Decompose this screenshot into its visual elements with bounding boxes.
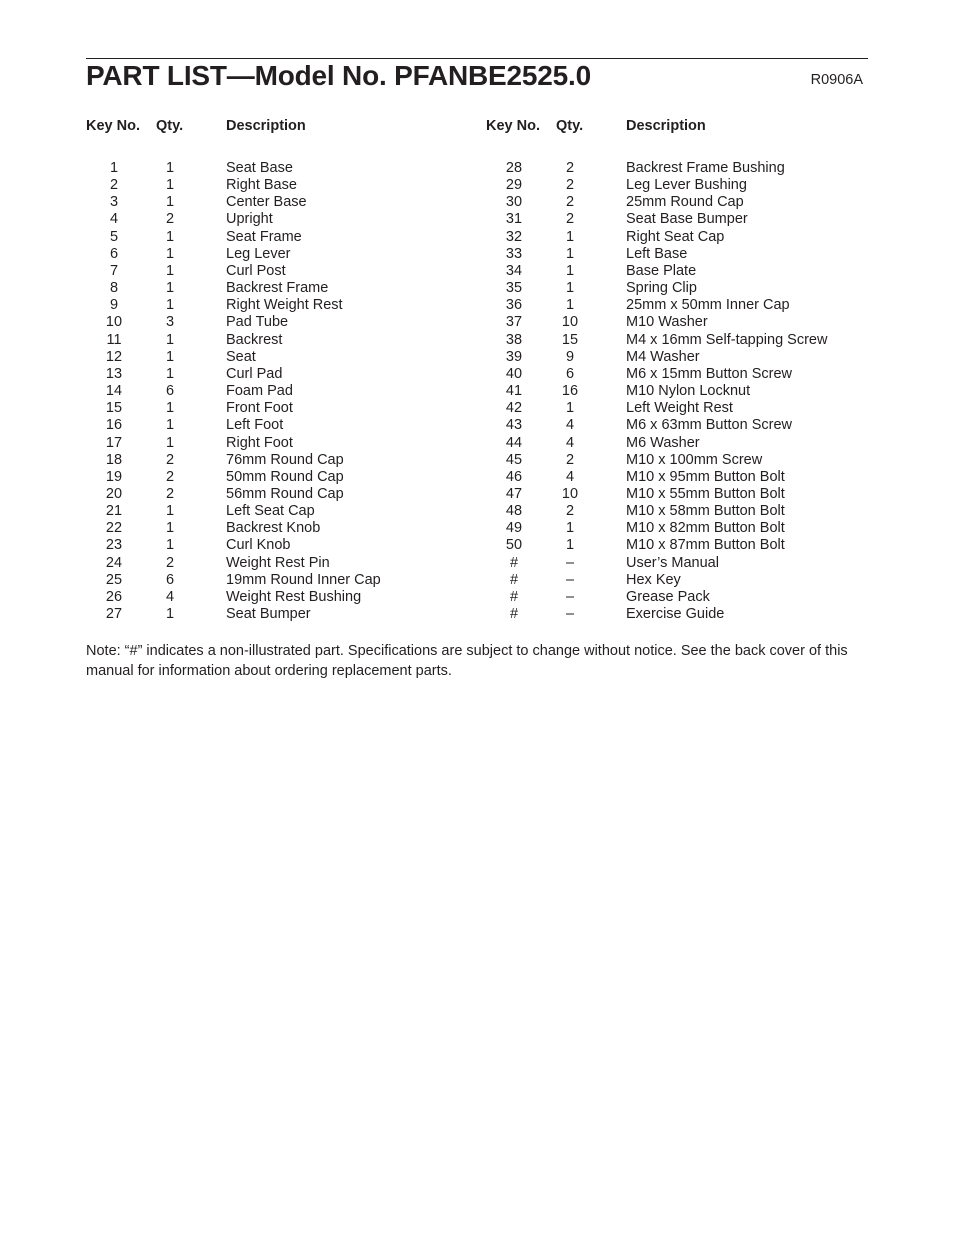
key-no-cell: 29	[505, 177, 523, 194]
key-no-cell: 15	[105, 400, 123, 417]
description-cell: M10 x 58mm Button Bolt	[626, 503, 785, 520]
table-row	[486, 452, 866, 469]
qty-cell: –	[565, 554, 575, 571]
qty-cell: 1	[565, 297, 575, 314]
table-row	[486, 503, 866, 520]
description-cell: Weight Rest Bushing	[226, 588, 362, 605]
key-no-cell: 25	[105, 571, 123, 588]
description-cell: Hex Key	[626, 571, 681, 588]
description-cell: M10 x 55mm Button Bolt	[626, 485, 785, 502]
key-no-cell: 7	[109, 262, 119, 279]
table-row	[86, 537, 486, 554]
description-cell: 50mm Round Cap	[226, 468, 344, 485]
key-no-cell: 32	[505, 228, 523, 245]
header-qty: Qty.	[556, 118, 584, 134]
header-key-no: Key No.	[86, 118, 140, 134]
description-cell: Seat Base	[226, 160, 293, 176]
qty-cell: 4	[565, 468, 575, 485]
table-row	[86, 469, 486, 486]
key-no-cell: 45	[505, 451, 523, 468]
description-cell: 19mm Round Inner Cap	[226, 571, 381, 588]
description-cell: M10 Washer	[626, 314, 708, 331]
key-no-cell: 17	[105, 434, 123, 451]
table-row	[486, 400, 866, 417]
qty-cell: 1	[565, 400, 575, 417]
description-cell: Backrest Frame Bushing	[626, 160, 785, 176]
key-no-cell: 39	[505, 348, 523, 365]
table-row	[486, 332, 866, 349]
description-cell: Left Seat Cap	[226, 503, 315, 520]
key-no-cell: #	[509, 588, 519, 605]
description-cell: Weight Rest Pin	[226, 554, 330, 571]
table-row	[486, 314, 866, 331]
description-cell: 25mm Round Cap	[626, 194, 744, 211]
key-no-cell: 50	[505, 537, 523, 554]
qty-cell: 16	[561, 383, 579, 400]
key-no-cell: 13	[105, 365, 123, 382]
table-row	[86, 520, 486, 537]
table-row	[486, 160, 866, 177]
qty-cell: –	[565, 606, 575, 623]
qty-cell: 10	[561, 485, 579, 502]
qty-cell: 1	[165, 262, 175, 279]
qty-cell: 1	[165, 537, 175, 554]
table-row	[486, 486, 866, 503]
qty-cell: 6	[565, 365, 575, 382]
description-cell: M4 Washer	[626, 348, 700, 365]
table-row	[86, 263, 486, 280]
key-no-cell: #	[509, 554, 519, 571]
qty-cell: 1	[165, 606, 175, 623]
description-cell: Leg Lever Bushing	[626, 177, 747, 194]
qty-cell: 1	[565, 228, 575, 245]
qty-cell: 1	[165, 400, 175, 417]
key-no-cell: 30	[505, 194, 523, 211]
rows-left	[86, 160, 486, 623]
qty-cell: 1	[165, 297, 175, 314]
key-no-cell: #	[509, 571, 519, 588]
key-no-cell: 44	[505, 434, 523, 451]
key-no-cell: 38	[505, 331, 523, 348]
qty-cell: –	[565, 588, 575, 605]
qty-cell: 2	[165, 485, 175, 502]
description-cell: Backrest Frame	[226, 280, 329, 297]
table-row	[486, 606, 866, 623]
table-header-right	[486, 117, 866, 135]
description-cell: Exercise Guide	[626, 606, 725, 623]
table-row	[86, 486, 486, 503]
description-cell: Curl Knob	[226, 537, 291, 554]
table-row	[86, 314, 486, 331]
description-cell: Seat	[226, 348, 256, 365]
key-no-cell: 27	[105, 606, 123, 623]
table-row	[486, 572, 866, 589]
qty-cell: 1	[565, 245, 575, 262]
key-no-cell: 28	[505, 160, 523, 176]
table-row	[86, 366, 486, 383]
qty-cell: 1	[165, 331, 175, 348]
qty-cell: 9	[565, 348, 575, 365]
qty-cell: 4	[565, 434, 575, 451]
table-row	[86, 280, 486, 297]
key-no-cell: 26	[105, 588, 123, 605]
qty-cell: 15	[561, 331, 579, 348]
description-cell: Left Weight Rest	[626, 400, 733, 417]
qty-cell: 1	[565, 262, 575, 279]
key-no-cell: 40	[505, 365, 523, 382]
table-row	[86, 177, 486, 194]
table-row	[86, 400, 486, 417]
qty-cell: 1	[565, 537, 575, 554]
table-row	[86, 229, 486, 246]
description-cell: 56mm Round Cap	[226, 485, 344, 502]
description-cell: Left Base	[626, 245, 688, 262]
table-row	[486, 417, 866, 434]
qty-cell: 2	[165, 468, 175, 485]
key-no-cell: 22	[105, 520, 123, 537]
qty-cell: 4	[165, 588, 175, 605]
qty-cell: 2	[165, 211, 175, 228]
table-row	[486, 177, 866, 194]
description-cell: Foam Pad	[226, 383, 293, 400]
table-row	[86, 555, 486, 572]
table-row	[486, 520, 866, 537]
qty-cell: 1	[165, 177, 175, 194]
qty-cell: 2	[165, 451, 175, 468]
table-row	[86, 383, 486, 400]
qty-cell: 2	[565, 211, 575, 228]
description-cell: Left Foot	[226, 417, 284, 434]
qty-cell: 6	[165, 571, 175, 588]
key-no-cell: 9	[109, 297, 119, 314]
description-cell: M10 x 82mm Button Bolt	[626, 520, 785, 537]
qty-cell: 1	[565, 520, 575, 537]
key-no-cell: 8	[109, 280, 119, 297]
qty-cell: 1	[165, 280, 175, 297]
description-cell: Front Foot	[226, 400, 293, 417]
description-cell: Right Seat Cap	[626, 228, 725, 245]
description-cell: Right Weight Rest	[226, 297, 343, 314]
header-description: Description	[626, 118, 706, 134]
table-row	[86, 297, 486, 314]
table-row	[86, 246, 486, 263]
key-no-cell: 14	[105, 383, 123, 400]
description-cell: 25mm x 50mm Inner Cap	[626, 297, 790, 314]
key-no-cell: 34	[505, 262, 523, 279]
footnote: Note: “#” indicates a non-illustrated part. Specifications are subject to change without notice. See the back cover of this manual for information about ordering replacement parts.	[86, 643, 848, 679]
qty-cell: 2	[565, 503, 575, 520]
header-qty: Qty.	[156, 118, 184, 134]
key-no-cell: 48	[505, 503, 523, 520]
description-cell: Upright	[226, 211, 273, 228]
key-no-cell: 10	[105, 314, 123, 331]
qty-cell: 2	[565, 194, 575, 211]
qty-cell: 2	[165, 554, 175, 571]
qty-cell: 2	[565, 451, 575, 468]
key-no-cell: 46	[505, 468, 523, 485]
table-row	[486, 537, 866, 554]
key-no-cell: 37	[505, 314, 523, 331]
table-row	[86, 211, 486, 228]
table-row	[86, 606, 486, 623]
key-no-cell: 12	[105, 348, 123, 365]
description-cell: Backrest	[226, 331, 283, 348]
document-code: R0906A	[810, 72, 863, 88]
parts-table-right	[486, 117, 866, 623]
table-row	[86, 194, 486, 211]
page-title: PART LIST—Model No. PFANBE2525.0	[86, 60, 591, 91]
key-no-cell: 36	[505, 297, 523, 314]
description-cell: Curl Pad	[226, 365, 283, 382]
qty-cell: 10	[561, 314, 579, 331]
header-description: Description	[226, 118, 306, 134]
qty-cell: 1	[165, 194, 175, 211]
description-cell: Pad Tube	[226, 314, 289, 331]
key-no-cell: 31	[505, 211, 523, 228]
key-no-cell: 16	[105, 417, 123, 434]
parts-table-left	[86, 117, 486, 623]
table-row	[486, 469, 866, 486]
qty-cell: 1	[165, 228, 175, 245]
key-no-cell: 24	[105, 554, 123, 571]
description-cell: Center Base	[226, 194, 307, 211]
description-cell: Leg Lever	[226, 245, 291, 262]
table-row	[486, 555, 866, 572]
description-cell: M6 x 15mm Button Screw	[626, 365, 792, 382]
key-no-cell: 3	[109, 194, 119, 211]
key-no-cell: 23	[105, 537, 123, 554]
key-no-cell: 6	[109, 245, 119, 262]
key-no-cell: 43	[505, 417, 523, 434]
key-no-cell: 1	[109, 160, 119, 176]
description-cell: Right Foot	[226, 434, 293, 451]
description-cell: 76mm Round Cap	[226, 451, 344, 468]
qty-cell: 1	[165, 160, 175, 176]
description-cell: Seat Frame	[226, 228, 302, 245]
qty-cell: 1	[165, 365, 175, 382]
qty-cell: 1	[565, 280, 575, 297]
description-cell: M10 x 95mm Button Bolt	[626, 468, 785, 485]
qty-cell: 6	[165, 383, 175, 400]
key-no-cell: 5	[109, 228, 119, 245]
description-cell: M6 Washer	[626, 434, 700, 451]
qty-cell: 2	[565, 177, 575, 194]
table-row	[486, 366, 866, 383]
table-row	[86, 417, 486, 434]
key-no-cell: 35	[505, 280, 523, 297]
description-cell: Seat Base Bumper	[626, 211, 748, 228]
description-cell: Right Base	[226, 177, 297, 194]
rows-right	[486, 160, 866, 623]
description-cell: Base Plate	[626, 262, 697, 279]
qty-cell: 3	[165, 314, 175, 331]
qty-cell: 1	[165, 520, 175, 537]
key-no-cell: #	[509, 606, 519, 623]
key-no-cell: 4	[109, 211, 119, 228]
description-cell: M6 x 63mm Button Screw	[626, 417, 792, 434]
description-cell: M10 x 87mm Button Bolt	[626, 537, 785, 554]
qty-cell: 1	[165, 434, 175, 451]
key-no-cell: 20	[105, 485, 123, 502]
table-row	[486, 297, 866, 314]
description-cell: User’s Manual	[626, 554, 719, 571]
description-cell: Backrest Knob	[226, 520, 321, 537]
table-header-left	[86, 117, 486, 135]
table-row	[86, 572, 486, 589]
key-no-cell: 21	[105, 503, 123, 520]
table-row	[86, 503, 486, 520]
table-row	[86, 589, 486, 606]
qty-cell: –	[565, 571, 575, 588]
description-cell: M10 x 100mm Screw	[626, 451, 763, 468]
table-row	[486, 263, 866, 280]
qty-cell: 1	[165, 348, 175, 365]
qty-cell: 4	[565, 417, 575, 434]
table-row	[486, 589, 866, 606]
description-cell: Seat Bumper	[226, 606, 311, 623]
table-row	[86, 349, 486, 366]
table-row	[486, 435, 866, 452]
table-row	[86, 160, 486, 177]
table-row	[86, 452, 486, 469]
header-key-no: Key No.	[486, 118, 540, 134]
table-row	[86, 332, 486, 349]
table-row	[486, 280, 866, 297]
key-no-cell: 42	[505, 400, 523, 417]
description-cell: M10 Nylon Locknut	[626, 383, 751, 400]
description-cell: M4 x 16mm Self-tapping Screw	[626, 331, 828, 348]
table-row	[486, 229, 866, 246]
qty-cell: 1	[165, 503, 175, 520]
key-no-cell: 49	[505, 520, 523, 537]
key-no-cell: 2	[109, 177, 119, 194]
description-cell: Curl Post	[226, 262, 286, 279]
table-row	[86, 435, 486, 452]
qty-cell: 1	[165, 417, 175, 434]
table-row	[486, 211, 866, 228]
table-row	[486, 349, 866, 366]
table-row	[486, 194, 866, 211]
key-no-cell: 19	[105, 468, 123, 485]
key-no-cell: 11	[106, 331, 122, 348]
key-no-cell: 41	[505, 383, 523, 400]
key-no-cell: 18	[105, 451, 123, 468]
qty-cell: 2	[565, 160, 575, 176]
description-cell: Grease Pack	[626, 588, 710, 605]
qty-cell: 1	[165, 245, 175, 262]
description-cell: Spring Clip	[626, 280, 697, 297]
key-no-cell: 47	[505, 485, 523, 502]
table-row	[486, 383, 866, 400]
key-no-cell: 33	[505, 245, 523, 262]
table-row	[486, 246, 866, 263]
